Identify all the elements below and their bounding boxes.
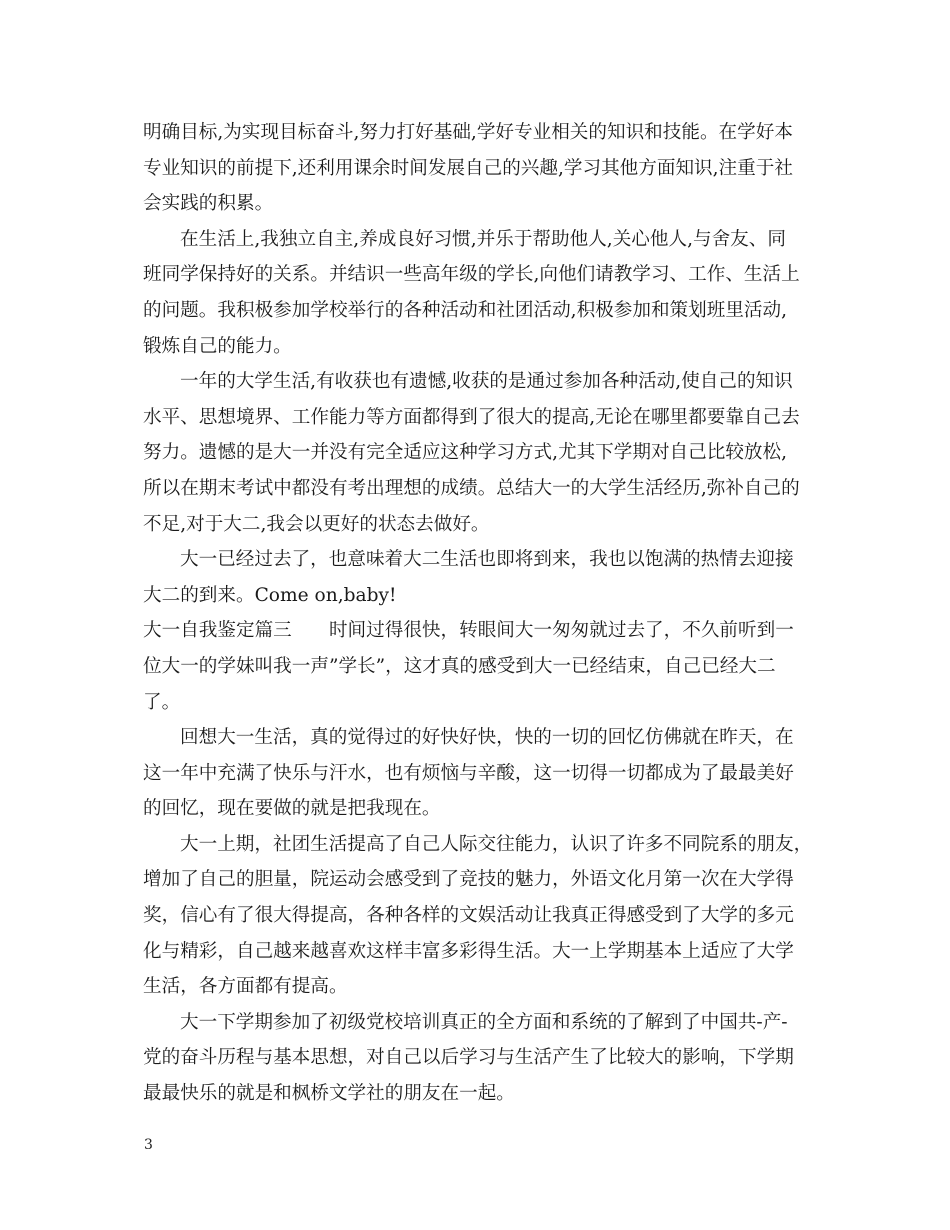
text-line: 不足,对于大二,我会以更好的状态去做好。	[143, 513, 490, 535]
text-line: 党的奋斗历程与基本思想，对自己以后学习与生活产生了比较大的影响，下学期	[143, 1047, 794, 1069]
body-text	[143, 115, 813, 1112]
text-line: 所以在期末考试中都没有考出理想的成绩。总结大一的大学生活经历,弥补自己的	[143, 477, 800, 499]
paragraph-first-line: 大一下学期参加了初级党校培训真正的全方面和系统的了解到了中国共-产-	[180, 1011, 788, 1033]
paragraph-first-line: 大一已经过去了，也意味着大二生活也即将到来，我也以饱满的热情去迎接	[180, 549, 794, 571]
text-line: 增加了自己的胆量，院运动会感受到了竞技的魅力，外语文化月第一次在大学得	[143, 869, 794, 891]
paragraph-first-line: 大一上期，社团生活提高了自己人际交往能力，认识了许多不同院系的朋友，	[180, 833, 813, 855]
text-line: 班同学保持好的关系。并结识一些高年级的学长,向他们请教学习、工作、生活上	[143, 264, 800, 286]
text-line: 位大一的学妹叫我一声”学长”，这才真的感受到大一已经结束，自己已经大二	[143, 655, 776, 677]
text-line: 的回忆，现在要做的就是把我现在。	[143, 798, 441, 820]
text-line: 化与精彩，自己越来越喜欢这样丰富多彩得生活。大一上学期基本上适应了大学	[143, 940, 794, 962]
text-line: 锻炼自己的能力。	[143, 335, 292, 357]
text-line: 明确目标,为实现目标奋斗,努力打好基础,学好专业相关的知识和技能。在学好本	[143, 122, 793, 143]
text-line: 大二的到来。Come on,baby!	[143, 584, 397, 606]
text-line: 这一年中充满了快乐与汗水，也有烦恼与辛酸，这一切得一切都成为了最最美好	[143, 762, 794, 784]
paragraph-first-line: 一年的大学生活,有收获也有遗憾,收获的是通过参加各种活动,使自己的知识	[180, 371, 793, 393]
text-line: 了。	[143, 691, 181, 713]
page-number: 3	[144, 1137, 153, 1153]
section-heading-line: 大一自我鉴定篇三 时间过得很快，转眼间大一匆匆就过去了，不久前听到一	[143, 620, 794, 642]
text-line: 的问题。我积极参加学校举行的各种活动和社团活动,积极参加和策划班里活动,	[143, 299, 788, 321]
text-line: 生活，各方面都有提高。	[143, 976, 348, 998]
text-line: 努力。遗憾的是大一并没有完全适应这种学习方式,尤其下学期对自己比较放松,	[143, 442, 788, 464]
text-line: 专业知识的前提下,还利用课余时间发展自己的兴趣,学习其他方面知识,注重于社	[143, 157, 793, 179]
text-line: 水平、思想境界、工作能力等方面都得到了很大的提高,无论在哪里都要靠自己去	[143, 406, 800, 428]
paragraph-first-line: 在生活上,我独立自主,养成良好习惯,并乐于帮助他人,关心他人,与舍友、同	[180, 228, 786, 250]
text-line: 会实践的积累。	[143, 193, 274, 215]
text-line: 最最快乐的就是和枫桥文学社的朋友在一起。	[143, 1083, 515, 1105]
text-line: 奖，信心有了很大得提高，各种各样的文娱活动让我真正得感受到了大学的多元	[143, 905, 794, 927]
paragraph-first-line: 回想大一生活，真的觉得过的好快好快，快的一切的回忆仿佛就在昨天，在	[180, 727, 794, 749]
